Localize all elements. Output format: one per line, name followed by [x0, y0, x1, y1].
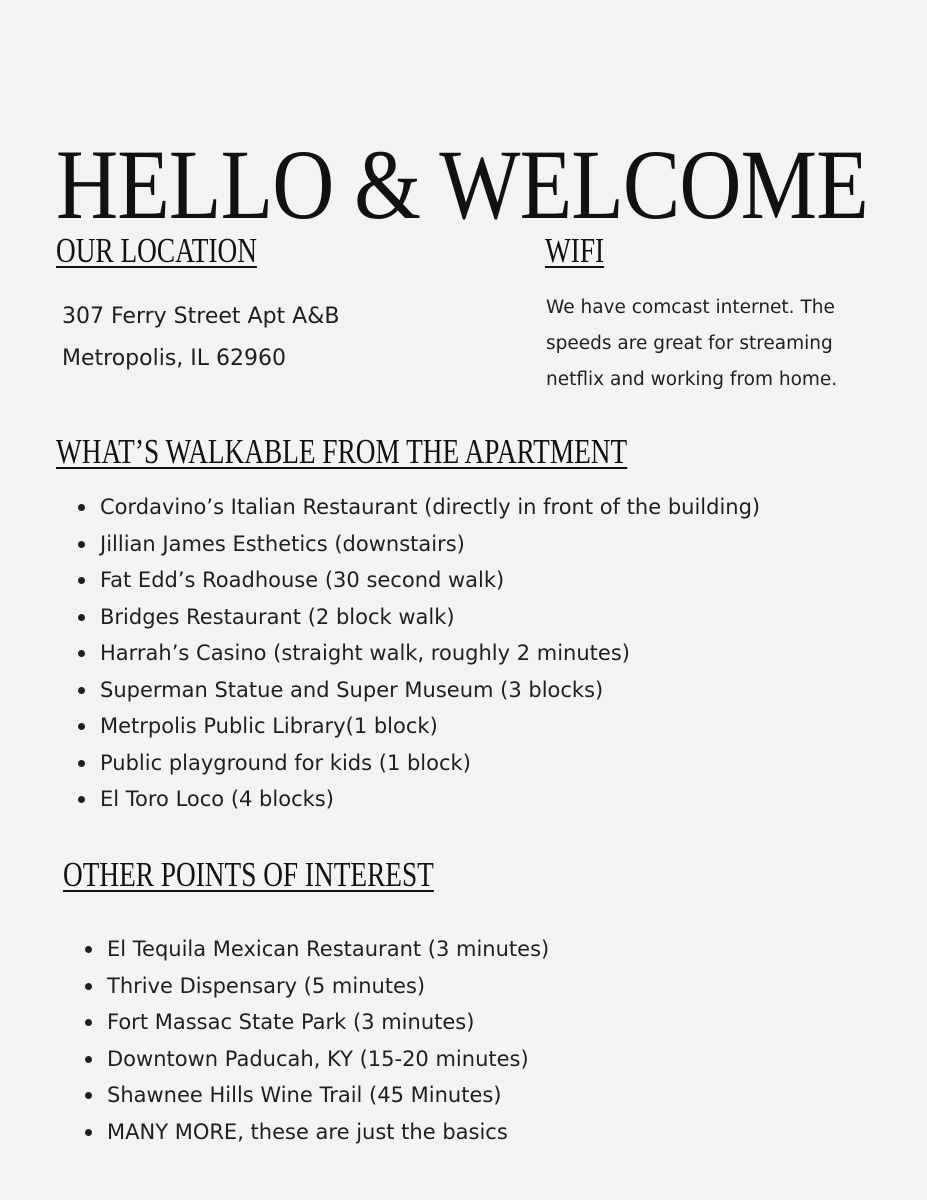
address-block — [62, 296, 339, 380]
walkable-heading: WHAT’S WALKABLE FROM THE APARTMENT — [56, 432, 628, 471]
location-heading: OUR LOCATION — [56, 231, 257, 270]
list-item: El Tequila Mexican Restaurant (3 minutes) — [81, 931, 549, 968]
list-item: Downtown Paducah, KY (15-20 minutes) — [81, 1041, 549, 1078]
other-list — [81, 931, 549, 1150]
list-item: Metrpolis Public Library(1 block) — [74, 708, 760, 745]
other-heading: OTHER POINTS OF INTEREST — [63, 855, 434, 894]
list-item: Jillian James Esthetics (downstairs) — [74, 526, 760, 563]
list-item: Cordavino’s Italian Restaurant (directly in front of the building) — [74, 489, 760, 526]
wifi-description: We have comcast internet. The speeds are great for streaming netflix and working from home. — [546, 297, 838, 390]
list-item: Superman Statue and Super Museum (3 blocks) — [74, 672, 760, 709]
list-item: Public playground for kids (1 block) — [74, 745, 760, 782]
list-item: El Toro Loco (4 blocks) — [74, 781, 760, 818]
address-line-1: 307 Ferry Street Apt A&B — [62, 304, 340, 329]
list-item: Fat Edd’s Roadhouse (30 second walk) — [74, 562, 760, 599]
list-item: MANY MORE, these are just the basics — [81, 1114, 549, 1151]
page-title: HELLO & WELCOME — [56, 129, 868, 240]
list-item: Thrive Dispensary (5 minutes) — [81, 968, 549, 1005]
address-line-2: Metropolis, IL 62960 — [62, 346, 286, 371]
list-item: Shawnee Hills Wine Trail (45 Minutes) — [81, 1077, 549, 1114]
list-item: Fort Massac State Park (3 minutes) — [81, 1004, 549, 1041]
list-item: Bridges Restaurant (2 block walk) — [74, 599, 760, 636]
walkable-list — [74, 489, 760, 818]
wifi-heading: WIFI — [545, 231, 605, 270]
list-item: Harrah’s Casino (straight walk, roughly 2 minutes) — [74, 635, 760, 672]
